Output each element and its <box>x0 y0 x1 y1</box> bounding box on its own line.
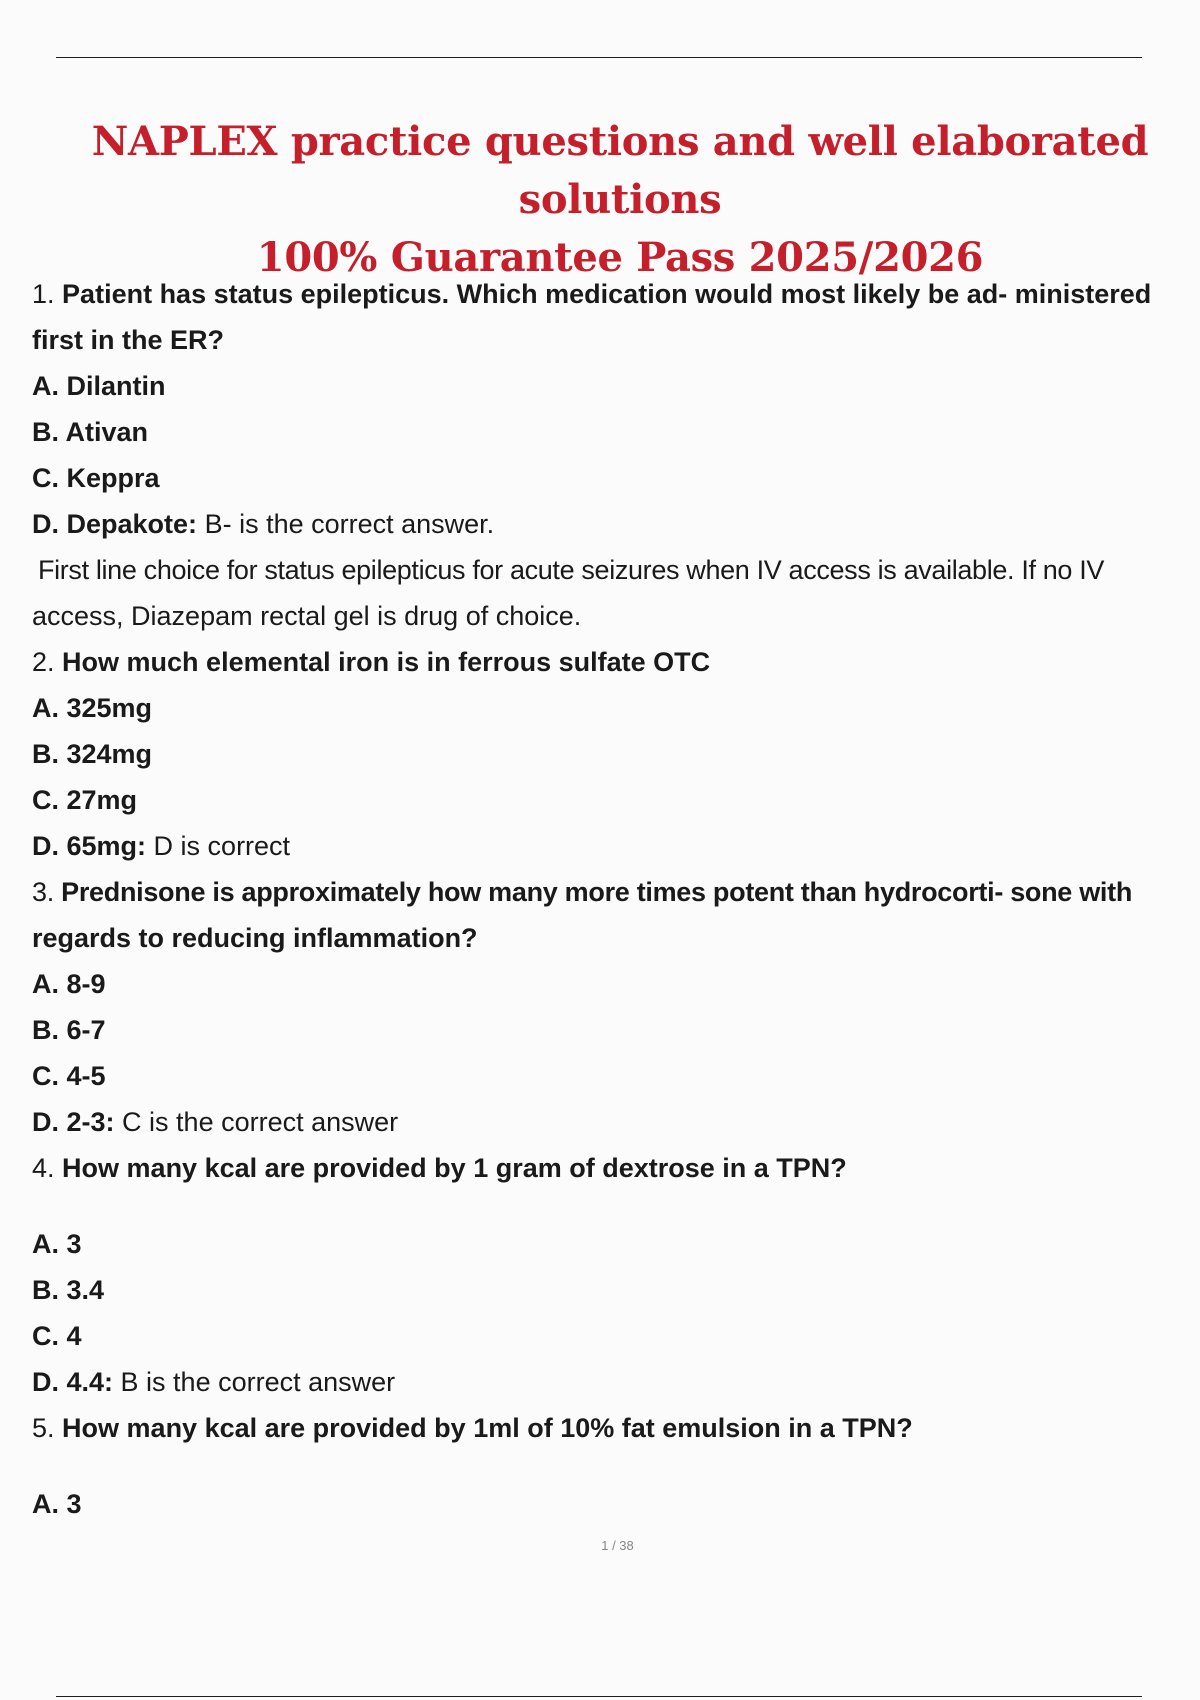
question-4 <box>32 1145 1182 1191</box>
option-c: C. 4 <box>32 1321 82 1351</box>
document-body <box>32 271 1182 1527</box>
option-b: B. 6-7 <box>32 1015 106 1045</box>
option-b: B. Ativan <box>32 417 149 447</box>
question-1 <box>32 271 1182 317</box>
question-text: first in the ER? <box>32 325 225 355</box>
question-number: 3. <box>32 877 54 907</box>
question-text: regards to reducing inflammation? <box>32 923 478 953</box>
option-c: C. 4-5 <box>32 1061 106 1091</box>
spacer <box>32 1451 1182 1481</box>
question-number: 4. <box>32 1153 55 1183</box>
page-title <box>40 113 1200 287</box>
option-b: B. 3.4 <box>32 1275 105 1305</box>
question-number: 2. <box>32 647 55 677</box>
option-a: A. 325mg <box>32 693 153 723</box>
option-a: A. Dilantin <box>32 371 166 401</box>
answer-text: B is the correct answer <box>120 1367 396 1397</box>
explanation-cont: access, Diazepam rectal gel is drug of choice. <box>32 601 582 631</box>
option-label: D. 4.4: <box>32 1367 114 1397</box>
explanation: First line choice for status epilepticus for acute seizures when IV access is available. If no IV <box>38 555 1105 585</box>
answer-text: D is correct <box>153 831 291 861</box>
title-line-2: 100% Guarantee Pass 2025/2026 <box>256 234 984 281</box>
option-a: A. 3 <box>32 1229 82 1259</box>
question-number: 5. <box>32 1413 55 1443</box>
option-a: A. 3 <box>32 1489 82 1519</box>
option-label: D. 2-3: <box>32 1107 115 1137</box>
top-rule <box>56 57 1142 58</box>
option-label: D. Depakote: <box>32 509 198 539</box>
question-text: Patient has status epilepticus. Which medication would most likely be ad- ministered <box>62 279 1152 309</box>
option-c: C. 27mg <box>32 785 138 815</box>
question-1-cont <box>32 317 1182 363</box>
answer-text: B- is the correct answer. <box>204 509 495 539</box>
question-3-cont <box>32 915 1182 961</box>
question-text: Prednisone is approximately how many more times potent than hydrocorti- sone with <box>61 877 1133 907</box>
question-text: How much elemental iron is in ferrous sulfate OTC <box>62 647 711 677</box>
question-2 <box>32 639 1182 685</box>
question-text: How many kcal are provided by 1ml of 10% fat emulsion in a TPN? <box>62 1413 913 1443</box>
bottom-rule <box>56 1696 1142 1697</box>
page-number: 1 / 38 <box>601 1538 634 1553</box>
question-text: How many kcal are provided by 1 gram of dextrose in a TPN? <box>62 1153 847 1183</box>
spacer <box>32 1191 1182 1221</box>
option-c: C. Keppra <box>32 463 160 493</box>
question-number: 1. <box>32 279 55 309</box>
option-d <box>32 1099 1182 1145</box>
option-label: D. 65mg: <box>32 831 147 861</box>
option-a: A. 8-9 <box>32 969 106 999</box>
title-line-1: NAPLEX practice questions and well elaborated solutions <box>91 118 1149 223</box>
option-d <box>32 501 1182 547</box>
question-3 <box>32 869 1182 915</box>
question-5 <box>32 1405 1182 1451</box>
option-d <box>32 1359 1182 1405</box>
option-b: B. 324mg <box>32 739 153 769</box>
option-d <box>32 823 1182 869</box>
answer-text: C is the correct answer <box>122 1107 399 1137</box>
